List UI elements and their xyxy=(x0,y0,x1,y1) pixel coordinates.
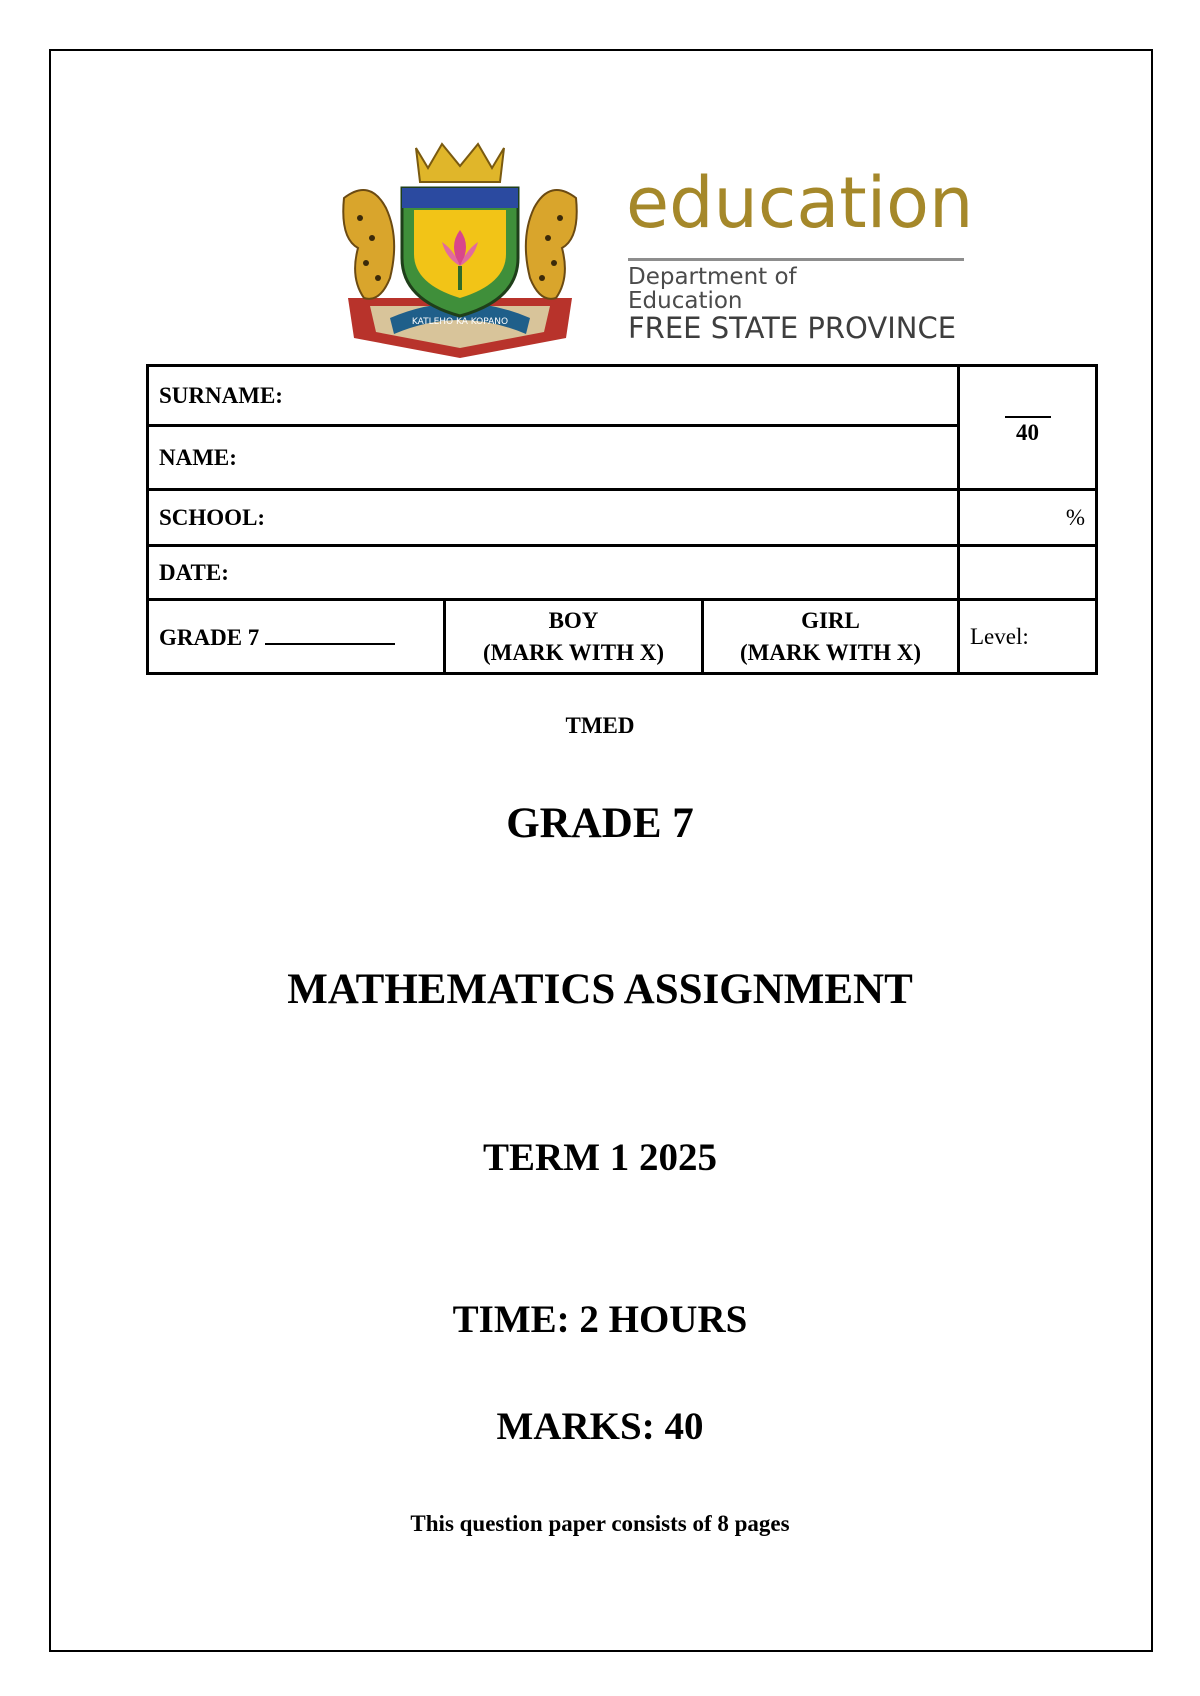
total-marks-cell[interactable] xyxy=(959,366,1097,490)
department-logo xyxy=(330,138,974,360)
school-field[interactable] xyxy=(148,490,959,546)
name-field[interactable] xyxy=(148,426,959,490)
education-wordmark: education xyxy=(626,162,974,244)
level-label: Level: xyxy=(970,623,1029,649)
girl-checkbox-cell[interactable] xyxy=(703,600,959,674)
total-marks-title: MARKS: 40 xyxy=(496,1405,704,1448)
term-title: TERM 1 2025 xyxy=(483,1136,717,1179)
province-name: FREE STATE PROVINCE xyxy=(628,311,957,345)
boy-instruction: (MARK WITH X) xyxy=(482,639,664,665)
percent-sign: % xyxy=(1065,504,1085,530)
svg-text:KATLEHO KA KOPANO: KATLEHO KA KOPANO xyxy=(411,317,509,327)
tmed-label: TMED xyxy=(565,713,635,738)
wordmark-divider xyxy=(628,258,964,261)
level-cell[interactable] xyxy=(959,600,1097,674)
coat-of-arms-icon xyxy=(330,138,590,360)
subject-title: MATHEMATICS ASSIGNMENT xyxy=(287,966,913,1013)
boy-checkbox-cell[interactable] xyxy=(445,600,703,674)
grade-class-blank[interactable] xyxy=(265,623,395,645)
girl-instruction: (MARK WITH X) xyxy=(739,639,921,665)
surname-field[interactable] xyxy=(148,366,959,426)
percentage-cell[interactable] xyxy=(959,490,1097,546)
grade-label: GRADE 7 xyxy=(159,624,260,650)
date-field[interactable] xyxy=(148,546,959,600)
date-label: DATE: xyxy=(159,559,229,585)
girl-label: GIRL xyxy=(801,608,860,634)
boy-label: BOY xyxy=(548,608,599,634)
surname-label: SURNAME: xyxy=(159,382,283,408)
learner-info-table xyxy=(146,364,1098,675)
school-label: SCHOOL: xyxy=(159,504,266,530)
blank-cell xyxy=(959,546,1097,600)
department-line-2: Education xyxy=(628,288,743,314)
page-count-note: This question paper consists of 8 pages xyxy=(410,1511,790,1536)
department-line-1: Department of xyxy=(628,264,797,290)
grade-class-field[interactable] xyxy=(148,600,445,674)
grade-title: GRADE 7 xyxy=(506,800,694,847)
name-label: NAME: xyxy=(159,444,237,470)
time-allowed: TIME: 2 HOURS xyxy=(452,1298,748,1341)
total-marks: 40 xyxy=(1005,416,1051,446)
